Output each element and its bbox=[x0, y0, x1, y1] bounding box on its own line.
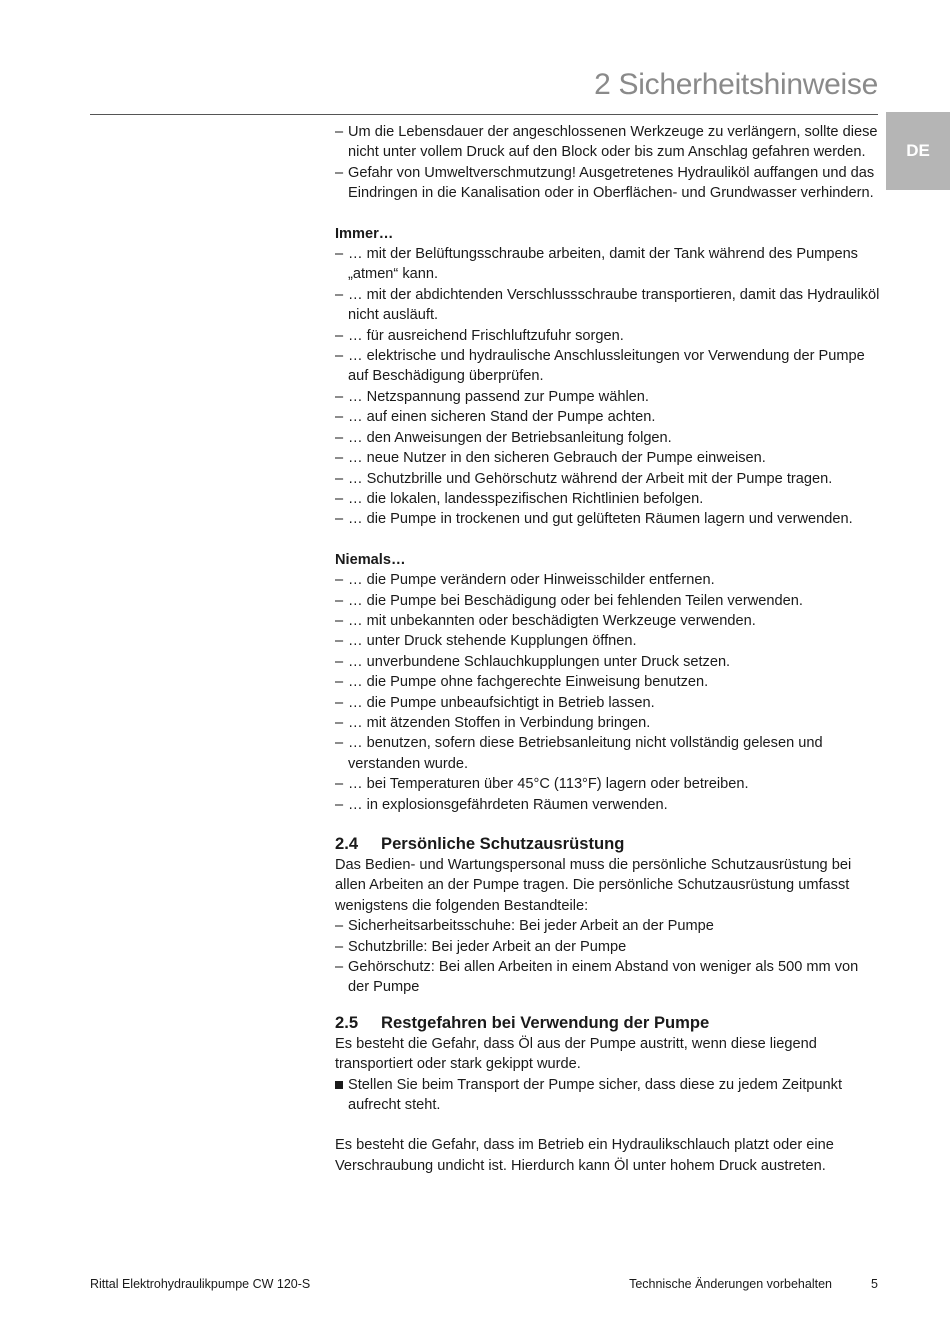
list-item: – … die Pumpe in trockenen und gut gelüfteten Räumen lagern und verwenden. bbox=[335, 511, 853, 528]
list-item: – Gehörschutz: Bei allen Arbeiten in einem Abstand von weniger als 500 mm von der Pumpe bbox=[335, 959, 859, 996]
footer-notice: Technische Änderungen vorbehalten bbox=[629, 1277, 832, 1291]
list-item: – … den Anweisungen der Betriebsanleitung folgen. bbox=[335, 429, 672, 446]
immer-list bbox=[335, 244, 880, 530]
dash-marker: – bbox=[335, 164, 344, 181]
list-item: – … die lokalen, landesspezifischen Richtlinien befolgen. bbox=[335, 490, 704, 507]
list-item: – Um die Lebensdauer der angeschlossenen Werkzeuge zu verlängern, sollte diese nicht unter vollem Druck auf den Block oder bis zum Anschlag gefahren werden. bbox=[335, 124, 878, 161]
list-item: – … Netzspannung passend zur Pumpe wählen. bbox=[335, 388, 649, 405]
section-heading-2-5 bbox=[335, 1012, 880, 1034]
list-item: – … die Pumpe ohne fachgerechte Einweisung benutzen. bbox=[335, 674, 709, 691]
section-paragraph: Das Bedien- und Wartungspersonal muss die persönliche Schutzausrüstung bei allen Arbeiten an der Pumpe tragen. Die persönliche Schutzausrüstung umfasst wenigstens die folgenden Bestandteile: bbox=[335, 857, 852, 914]
section-number: 2.5 bbox=[335, 1012, 359, 1032]
section-paragraph: Es besteht die Gefahr, dass im Betrieb ein Hydraulikschlauch platzt oder eine Verschraubung undicht ist. Hierdurch kann Öl unter hohem Druck austreten. bbox=[335, 1137, 834, 1174]
section-title: Restgefahren bei Verwendung der Pumpe bbox=[381, 1012, 710, 1032]
list-item: – Sicherheitsarbeitsschuhe: Bei jeder Arbeit an der Pumpe bbox=[335, 918, 714, 935]
list-item: – … mit unbekannten oder beschädigten Werkzeuge verwenden. bbox=[335, 612, 756, 629]
list-item: – … bei Temperaturen über 45°C (113°F) lagern oder betreiben. bbox=[335, 776, 749, 793]
chapter-title: 2 Sicherheitshinweise bbox=[594, 68, 878, 101]
list-item: – … mit der Belüftungsschraube arbeiten, damit der Tank während des Pumpens „atmen“ kann. bbox=[335, 246, 858, 283]
section-heading-2-4 bbox=[335, 833, 880, 855]
list-item: – … unter Druck stehende Kupplungen öffnen. bbox=[335, 633, 637, 650]
list-item: – … in explosionsgefährdeten Räumen verwenden. bbox=[335, 796, 668, 813]
section-title: Persönliche Schutzausrüstung bbox=[381, 834, 625, 853]
dash-marker: – bbox=[335, 124, 344, 140]
list-item: – … Schutzbrille und Gehörschutz während der Arbeit mit der Pumpe tragen. bbox=[335, 470, 833, 487]
niemals-heading: Niemals… bbox=[335, 551, 406, 568]
immer-heading: Immer… bbox=[335, 225, 394, 242]
niemals-list bbox=[335, 570, 880, 815]
instruction-item: Stellen Sie beim Transport der Pumpe sicher, dass diese zu jedem Zeitpunkt aufrecht steht. bbox=[335, 1075, 880, 1116]
list-item: – … die Pumpe unbeaufsichtigt in Betrieb lassen. bbox=[335, 694, 655, 711]
list-item: – … auf einen sicheren Stand der Pumpe achten. bbox=[335, 409, 656, 426]
list-item: – … unverbundene Schlauchkupplungen unter Druck setzen. bbox=[335, 653, 731, 670]
section-number: 2.4 bbox=[335, 834, 359, 853]
list-item: – … benutzen, sofern diese Betriebsanleitung nicht vollständig gelesen und verstanden wurde. bbox=[335, 735, 823, 772]
list-item: – … elektrische und hydraulische Anschlussleitungen vor Verwendung der Pumpe auf Beschädigung überprüfen. bbox=[335, 348, 865, 385]
list-item: – Schutzbrille: Bei jeder Arbeit an der Pumpe bbox=[335, 938, 627, 955]
ppe-list bbox=[335, 916, 880, 998]
section-paragraph: Es besteht die Gefahr, dass Öl aus der Pumpe austritt, wenn diese liegend transportiert oder stark gekippt wurde. bbox=[335, 1035, 817, 1073]
instruction-list bbox=[335, 1075, 880, 1116]
list-item: – … mit ätzenden Stoffen in Verbindung bringen. bbox=[335, 714, 651, 731]
intro-list bbox=[335, 122, 880, 204]
list-item: – Gefahr von Umweltverschmutzung! Ausgetretenes Hydrauliköl auffangen und das Eindringen in die Kanalisation oder in Oberflächen- und Grundwasser verhindern. bbox=[335, 164, 875, 202]
list-item: – … neue Nutzer in den sicheren Gebrauch der Pumpe einweisen. bbox=[335, 450, 766, 467]
list-item: – … die Pumpe verändern oder Hinweisschilder entfernen. bbox=[335, 572, 715, 589]
header-rule bbox=[90, 114, 878, 115]
page-number: 5 bbox=[871, 1277, 878, 1291]
square-bullet-icon bbox=[335, 1081, 343, 1089]
footer-product: Rittal Elektrohydraulikpumpe CW 120-S bbox=[90, 1277, 311, 1291]
list-item: – … für ausreichend Frischluftzufuhr sorgen. bbox=[335, 327, 624, 344]
list-item: – … die Pumpe bei Beschädigung oder bei fehlenden Teilen verwenden. bbox=[335, 592, 803, 609]
main-content bbox=[335, 122, 880, 1176]
list-item: – … mit der abdichtenden Verschlussschraube transportieren, damit das Hydrauliköl nicht ausläuft. bbox=[335, 286, 880, 324]
language-tab: DE bbox=[886, 112, 950, 190]
